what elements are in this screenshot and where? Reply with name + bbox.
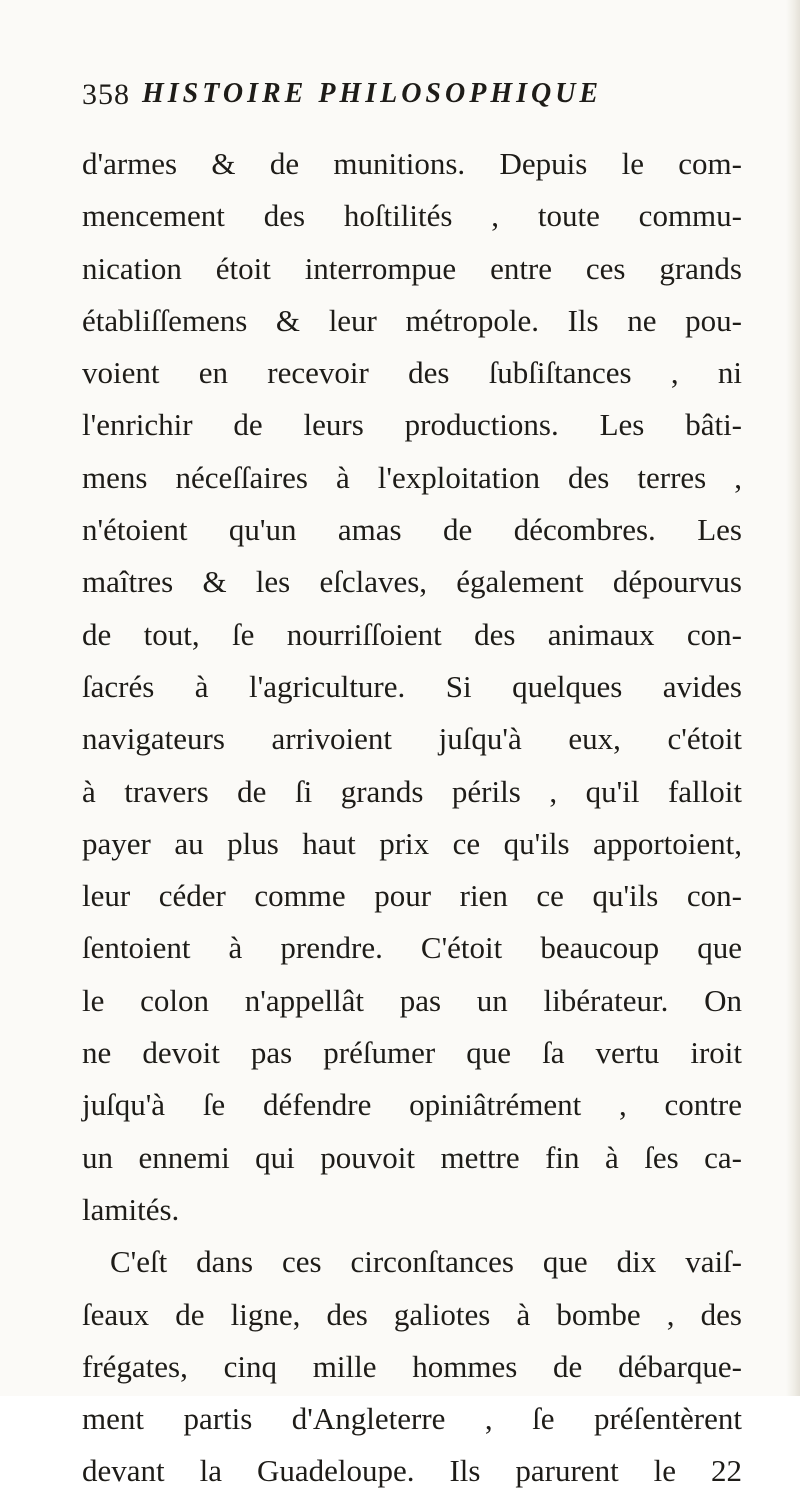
- text-line: navigateurs arrivoient juſqu'à eux, c'étoit: [82, 721, 742, 757]
- text-line: établiſſemens & leur métropole. Ils ne pou-: [82, 302, 742, 338]
- text-line: de tout, ſe nourriſſoient des animaux con-: [82, 616, 742, 652]
- text-line: ſacrés à l'agriculture. Si quelques avides: [82, 668, 742, 704]
- text-line: maîtres & les eſclaves, également dépourvus: [82, 564, 742, 600]
- text-line: nication étoit interrompue entre ces grands: [82, 250, 742, 286]
- page-edge-shadow: [786, 0, 800, 1396]
- text-line: l'enrichir de leurs productions. Les bâti-: [82, 407, 742, 443]
- running-title: HISTOIRE PHILOSOPHIQUE: [142, 78, 603, 109]
- text-line: juſqu'à ſe défendre opiniâtrément , contre: [82, 1087, 742, 1123]
- text-line: mencement des hoſtilités , toute commu-: [82, 198, 742, 234]
- paragraph-end-line: lamités.: [82, 1191, 180, 1227]
- text-line: leur céder comme pour rien ce qu'ils con-: [82, 878, 742, 914]
- text-line: payer au plus haut prix ce qu'ils apportoient,: [82, 825, 742, 861]
- text-line: frégates, cinq mille hommes de débarque-: [82, 1348, 742, 1384]
- text-line: un ennemi qui pouvoit mettre fin à ſes ca-: [82, 1139, 742, 1175]
- text-line: n'étoient qu'un amas de décombres. Les: [82, 512, 742, 548]
- text-line: ſeaux de ligne, des galiotes à bombe , des: [82, 1296, 742, 1332]
- running-head: [82, 72, 742, 120]
- text-line: mens néceſſaires à l'exploitation des terres ,: [82, 459, 742, 495]
- text-line: ne devoit pas préſumer que ſa vertu iroit: [82, 1035, 742, 1071]
- text-line: devant la Guadeloupe. Ils parurent le 22: [82, 1453, 742, 1489]
- text-line: ſentoient à prendre. C'étoit beaucoup que: [82, 930, 742, 966]
- body-text: [82, 138, 742, 1498]
- text-line: d'armes & de munitions. Depuis le com-: [82, 146, 742, 181]
- text-line: le colon n'appellât pas un libérateur. On: [82, 982, 742, 1018]
- text-line: ment partis d'Angleterre , ſe préſentèrent: [82, 1401, 742, 1437]
- paragraph-start-line: C'eſt dans ces circonſtances que dix vaiſ-: [110, 1244, 742, 1280]
- page-number: 358: [82, 78, 130, 111]
- text-line: voient en recevoir des ſubſiſtances , ni: [82, 355, 742, 391]
- text-line: à travers de ſi grands périls , qu'il falloit: [82, 773, 742, 809]
